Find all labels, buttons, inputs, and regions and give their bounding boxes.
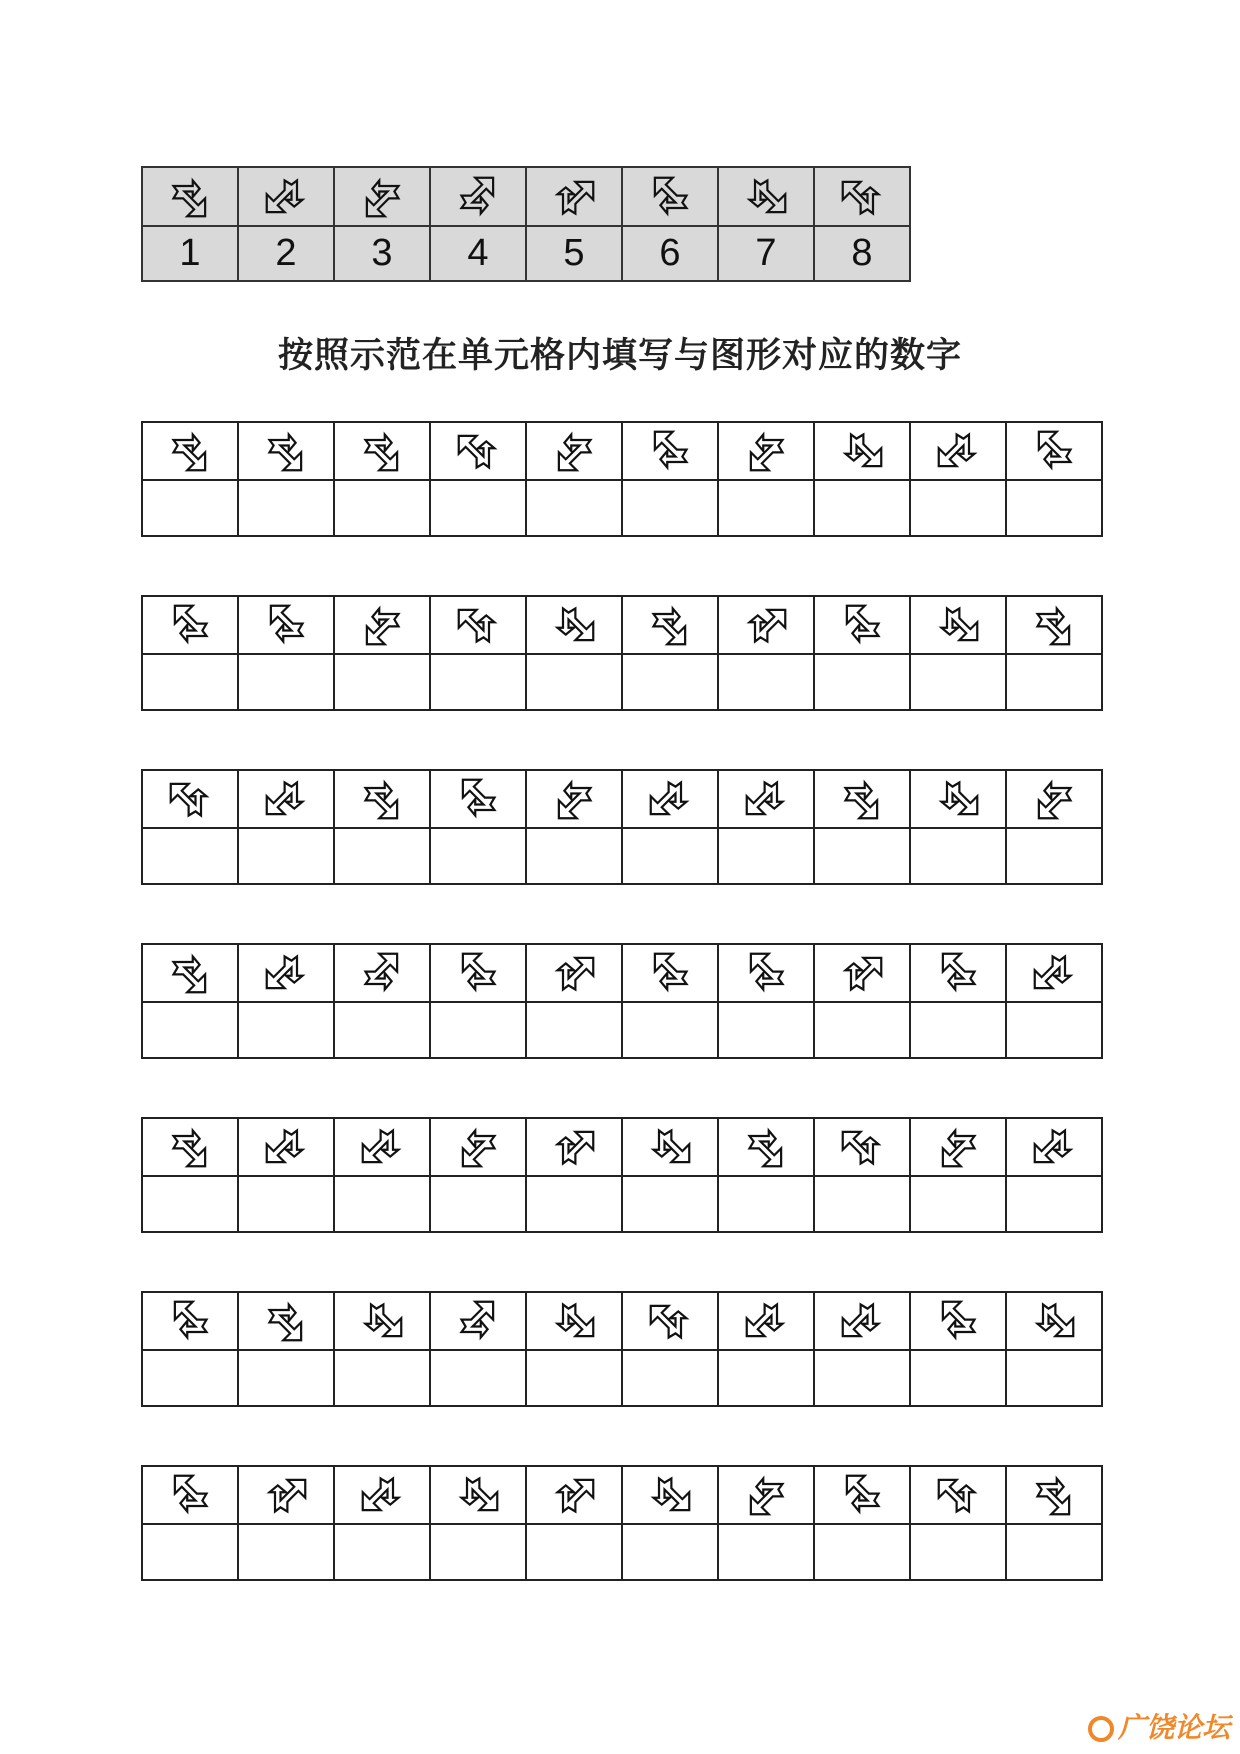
answer-cell[interactable] — [910, 1176, 1006, 1232]
shape-cell — [238, 596, 334, 654]
arrow-right-up-icon — [648, 1125, 692, 1169]
shape-cell — [718, 422, 814, 480]
shape-cell — [142, 596, 238, 654]
arrow-right-up-icon — [456, 1473, 500, 1517]
answer-cell[interactable] — [718, 654, 814, 710]
answer-cell[interactable] — [910, 828, 1006, 884]
answer-cell[interactable] — [526, 1524, 622, 1580]
answer-cell[interactable] — [1006, 654, 1102, 710]
shape-cell — [622, 1292, 718, 1350]
answer-cell[interactable] — [334, 828, 430, 884]
shape-cell — [430, 596, 526, 654]
arrow-left-down-icon — [456, 429, 500, 473]
shape-cell — [910, 770, 1006, 828]
answer-cell[interactable] — [622, 828, 718, 884]
exercise-icon-row — [142, 596, 1102, 654]
arrow-up-right-icon — [744, 603, 788, 647]
answer-cell[interactable] — [622, 1350, 718, 1406]
arrow-down-left-icon — [264, 1125, 308, 1169]
arrow-left-down-icon — [840, 1125, 884, 1169]
shape-cell — [526, 1118, 622, 1176]
shape-cell — [910, 1118, 1006, 1176]
answer-cell[interactable] — [526, 828, 622, 884]
answer-cell[interactable] — [526, 1176, 622, 1232]
answer-cell[interactable] — [334, 1176, 430, 1232]
answer-cell[interactable] — [430, 1002, 526, 1058]
answer-cell[interactable] — [910, 480, 1006, 536]
exercise-answer-row — [142, 1524, 1102, 1580]
arrow-down-right-icon — [936, 1125, 980, 1169]
answer-cell[interactable] — [718, 480, 814, 536]
arrow-left-up-icon — [168, 603, 212, 647]
arrow-down-left-icon — [1032, 1125, 1076, 1169]
answer-cell[interactable] — [910, 1350, 1006, 1406]
answer-cell[interactable] — [430, 654, 526, 710]
exercise-table — [141, 943, 1103, 1059]
exercise-table — [141, 1291, 1103, 1407]
shape-cell — [142, 422, 238, 480]
answer-cell[interactable] — [430, 1350, 526, 1406]
arrow-right-down-icon — [168, 1125, 212, 1169]
arrow-down-left-icon — [936, 429, 980, 473]
shape-cell — [622, 1466, 718, 1524]
legend-number: 2 — [238, 226, 334, 281]
answer-cell[interactable] — [814, 480, 910, 536]
shape-cell — [622, 596, 718, 654]
arrow-down-left-icon — [840, 1299, 884, 1343]
legend-icon-cell — [526, 167, 622, 226]
arrow-right-up-icon — [744, 175, 788, 219]
arrow-left-up-icon — [936, 951, 980, 995]
shape-cell — [334, 596, 430, 654]
answer-cell[interactable] — [430, 1176, 526, 1232]
shape-cell — [526, 422, 622, 480]
arrow-up-left-icon — [456, 1299, 500, 1343]
answer-cell[interactable] — [238, 1176, 334, 1232]
shape-cell — [238, 1292, 334, 1350]
answer-cell[interactable] — [238, 654, 334, 710]
answer-cell[interactable] — [334, 1002, 430, 1058]
arrow-right-down-icon — [168, 951, 212, 995]
arrow-left-down-icon — [648, 1299, 692, 1343]
arrow-left-up-icon — [840, 1473, 884, 1517]
shape-cell — [334, 1292, 430, 1350]
arrow-right-down-icon — [360, 777, 404, 821]
legend-number: 8 — [814, 226, 910, 281]
shape-cell — [814, 422, 910, 480]
arrow-left-up-icon — [936, 1299, 980, 1343]
shape-cell — [334, 422, 430, 480]
arrow-down-left-icon — [264, 951, 308, 995]
arrow-left-up-icon — [456, 777, 500, 821]
answer-cell[interactable] — [1006, 480, 1102, 536]
arrow-down-right-icon — [552, 429, 596, 473]
answer-cell[interactable] — [334, 1524, 430, 1580]
arrow-down-left-icon — [264, 777, 308, 821]
answer-cell[interactable] — [910, 654, 1006, 710]
shape-cell — [1006, 770, 1102, 828]
shape-cell — [430, 944, 526, 1002]
answer-cell[interactable] — [622, 1002, 718, 1058]
arrow-left-up-icon — [840, 603, 884, 647]
legend-icon-cell — [814, 167, 910, 226]
answer-cell[interactable] — [238, 480, 334, 536]
answer-cell[interactable] — [334, 1350, 430, 1406]
arrow-right-down-icon — [1032, 603, 1076, 647]
arrow-left-up-icon — [264, 603, 308, 647]
arrow-right-up-icon — [936, 603, 980, 647]
exercise-icon-row — [142, 944, 1102, 1002]
arrow-down-left-icon — [744, 1299, 788, 1343]
arrow-down-right-icon — [1032, 777, 1076, 821]
shape-cell — [1006, 1466, 1102, 1524]
shape-cell — [718, 1118, 814, 1176]
shape-cell — [142, 1118, 238, 1176]
answer-cell[interactable] — [1006, 828, 1102, 884]
arrow-up-right-icon — [840, 951, 884, 995]
legend-icon-cell — [238, 167, 334, 226]
shape-cell — [1006, 944, 1102, 1002]
arrow-left-down-icon — [168, 777, 212, 821]
arrow-right-down-icon — [744, 1125, 788, 1169]
arrow-up-left-icon — [360, 951, 404, 995]
answer-cell[interactable] — [622, 654, 718, 710]
shape-cell — [334, 1466, 430, 1524]
legend-icon-cell — [142, 167, 238, 226]
answer-cell[interactable] — [718, 1176, 814, 1232]
exercise-answer-row — [142, 654, 1102, 710]
arrow-right-up-icon — [552, 603, 596, 647]
shape-cell — [238, 422, 334, 480]
arrow-left-up-icon — [648, 429, 692, 473]
exercise-icon-row — [142, 1118, 1102, 1176]
arrow-right-down-icon — [1032, 1473, 1076, 1517]
arrow-up-left-icon — [456, 175, 500, 219]
exercise-answer-row — [142, 1002, 1102, 1058]
arrow-right-down-icon — [648, 603, 692, 647]
arrow-down-right-icon — [552, 777, 596, 821]
answer-cell[interactable] — [814, 1350, 910, 1406]
shape-cell — [910, 1292, 1006, 1350]
arrow-down-left-icon — [264, 175, 308, 219]
shape-cell — [526, 596, 622, 654]
shape-cell — [910, 944, 1006, 1002]
answer-cell[interactable] — [526, 1350, 622, 1406]
arrow-left-up-icon — [648, 951, 692, 995]
arrow-down-right-icon — [360, 603, 404, 647]
arrow-left-up-icon — [744, 951, 788, 995]
arrow-down-left-icon — [360, 1473, 404, 1517]
legend-icon-cell — [334, 167, 430, 226]
legend-number: 1 — [142, 226, 238, 281]
legend-icon-cell — [622, 167, 718, 226]
arrow-down-right-icon — [744, 429, 788, 473]
answer-cell[interactable] — [814, 654, 910, 710]
shape-cell — [622, 422, 718, 480]
answer-cell[interactable] — [334, 480, 430, 536]
answer-cell[interactable] — [910, 1524, 1006, 1580]
arrow-down-right-icon — [744, 1473, 788, 1517]
shape-cell — [622, 944, 718, 1002]
shape-cell — [814, 944, 910, 1002]
arrow-right-up-icon — [552, 1299, 596, 1343]
answer-cell[interactable] — [142, 1524, 238, 1580]
shape-cell — [814, 1466, 910, 1524]
legend-icon-row — [142, 167, 910, 226]
shape-cell — [430, 1292, 526, 1350]
exercise-answer-row — [142, 828, 1102, 884]
arrow-right-down-icon — [264, 1299, 308, 1343]
instruction-title: 按照示范在单元格内填写与图形对应的数字 — [277, 336, 962, 376]
arrow-left-down-icon — [456, 603, 500, 647]
shape-cell — [430, 1466, 526, 1524]
exercise-icon-row — [142, 1292, 1102, 1350]
exercise-answer-row — [142, 480, 1102, 536]
answer-cell[interactable] — [718, 1524, 814, 1580]
legend-number: 7 — [718, 226, 814, 281]
shape-cell — [334, 770, 430, 828]
arrow-left-up-icon — [168, 1473, 212, 1517]
shape-cell — [1006, 1292, 1102, 1350]
watermark-text: 广饶论坛 — [1117, 1711, 1230, 1744]
shape-cell — [910, 596, 1006, 654]
shape-cell — [430, 770, 526, 828]
shape-cell — [430, 1118, 526, 1176]
watermark-logo — [1088, 1706, 1230, 1746]
arrow-left-down-icon — [936, 1473, 980, 1517]
answer-cell[interactable] — [814, 828, 910, 884]
legend-number: 5 — [526, 226, 622, 281]
legend-icon-cell — [430, 167, 526, 226]
shape-cell — [238, 944, 334, 1002]
answer-cell[interactable] — [526, 654, 622, 710]
exercise-icon-row — [142, 1466, 1102, 1524]
answer-cell[interactable] — [718, 828, 814, 884]
arrow-up-right-icon — [552, 1473, 596, 1517]
exercise-answer-row — [142, 1176, 1102, 1232]
arrow-down-left-icon — [648, 777, 692, 821]
shape-cell — [526, 944, 622, 1002]
shape-cell — [814, 596, 910, 654]
shape-cell — [142, 944, 238, 1002]
answer-cell[interactable] — [238, 1524, 334, 1580]
answer-cell[interactable] — [238, 828, 334, 884]
answer-cell[interactable] — [622, 1524, 718, 1580]
answer-cell[interactable] — [142, 480, 238, 536]
shape-cell — [814, 1292, 910, 1350]
arrow-down-left-icon — [360, 1125, 404, 1169]
answer-cell[interactable] — [238, 1350, 334, 1406]
shape-cell — [142, 1292, 238, 1350]
exercise-table — [141, 595, 1103, 711]
arrow-right-up-icon — [936, 777, 980, 821]
shape-cell — [1006, 422, 1102, 480]
exercise-answer-row — [142, 1350, 1102, 1406]
arrow-right-down-icon — [168, 175, 212, 219]
exercise-icon-row — [142, 770, 1102, 828]
legend-number: 3 — [334, 226, 430, 281]
answer-cell[interactable] — [142, 654, 238, 710]
shape-cell — [814, 770, 910, 828]
shape-cell — [1006, 1118, 1102, 1176]
answer-cell[interactable] — [142, 1176, 238, 1232]
answer-cell[interactable] — [622, 480, 718, 536]
answer-cell[interactable] — [814, 1002, 910, 1058]
answer-cell[interactable] — [814, 1176, 910, 1232]
logo-icon — [1088, 1716, 1114, 1742]
shape-cell — [910, 1466, 1006, 1524]
arrow-down-left-icon — [1032, 951, 1076, 995]
arrow-down-left-icon — [744, 777, 788, 821]
arrow-left-down-icon — [840, 175, 884, 219]
answer-cell[interactable] — [430, 1524, 526, 1580]
arrow-up-right-icon — [264, 1473, 308, 1517]
legend-number-row — [142, 226, 910, 281]
arrow-down-right-icon — [456, 1125, 500, 1169]
answer-cell[interactable] — [334, 654, 430, 710]
shape-cell — [1006, 596, 1102, 654]
shape-cell — [142, 1466, 238, 1524]
shape-cell — [142, 770, 238, 828]
answer-cell[interactable] — [238, 1002, 334, 1058]
arrow-up-right-icon — [552, 951, 596, 995]
legend-table — [141, 166, 911, 282]
shape-cell — [238, 1466, 334, 1524]
arrow-right-down-icon — [264, 429, 308, 473]
arrow-right-down-icon — [840, 777, 884, 821]
exercise-table — [141, 421, 1103, 537]
answer-cell[interactable] — [142, 828, 238, 884]
legend-number: 4 — [430, 226, 526, 281]
shape-cell — [334, 944, 430, 1002]
answer-cell[interactable] — [1006, 1176, 1102, 1232]
answer-cell[interactable] — [910, 1002, 1006, 1058]
exercise-table — [141, 769, 1103, 885]
shape-cell — [718, 770, 814, 828]
answer-cell[interactable] — [430, 480, 526, 536]
shape-cell — [526, 1292, 622, 1350]
shape-cell — [622, 1118, 718, 1176]
shape-cell — [238, 770, 334, 828]
exercise-icon-row — [142, 422, 1102, 480]
shape-cell — [814, 1118, 910, 1176]
answer-cell[interactable] — [718, 1002, 814, 1058]
answer-cell[interactable] — [526, 1002, 622, 1058]
answer-cell[interactable] — [622, 1176, 718, 1232]
answer-cell[interactable] — [1006, 1350, 1102, 1406]
answer-cell[interactable] — [1006, 1002, 1102, 1058]
shape-cell — [334, 1118, 430, 1176]
shape-cell — [718, 1292, 814, 1350]
legend-icon-cell — [718, 167, 814, 226]
arrow-left-up-icon — [168, 1299, 212, 1343]
arrow-up-right-icon — [552, 175, 596, 219]
arrow-right-up-icon — [840, 429, 884, 473]
shape-cell — [622, 770, 718, 828]
arrow-left-up-icon — [1032, 429, 1076, 473]
arrow-left-up-icon — [648, 175, 692, 219]
answer-cell[interactable] — [430, 828, 526, 884]
shape-cell — [718, 944, 814, 1002]
shape-cell — [526, 1466, 622, 1524]
legend-number: 6 — [622, 226, 718, 281]
answer-cell[interactable] — [142, 1002, 238, 1058]
exercise-table — [141, 1465, 1103, 1581]
shape-cell — [718, 1466, 814, 1524]
exercise-table — [141, 1117, 1103, 1233]
arrow-up-right-icon — [552, 1125, 596, 1169]
answer-cell[interactable] — [814, 1524, 910, 1580]
answer-cell[interactable] — [142, 1350, 238, 1406]
arrow-right-up-icon — [648, 1473, 692, 1517]
arrow-left-up-icon — [456, 951, 500, 995]
answer-cell[interactable] — [1006, 1524, 1102, 1580]
shape-cell — [430, 422, 526, 480]
answer-cell[interactable] — [718, 1350, 814, 1406]
arrow-right-down-icon — [168, 429, 212, 473]
shape-cell — [526, 770, 622, 828]
arrow-down-right-icon — [360, 175, 404, 219]
arrow-right-up-icon — [360, 1299, 404, 1343]
answer-cell[interactable] — [526, 480, 622, 536]
arrow-right-up-icon — [1032, 1299, 1076, 1343]
arrow-right-down-icon — [360, 429, 404, 473]
shape-cell — [910, 422, 1006, 480]
shape-cell — [718, 596, 814, 654]
shape-cell — [238, 1118, 334, 1176]
